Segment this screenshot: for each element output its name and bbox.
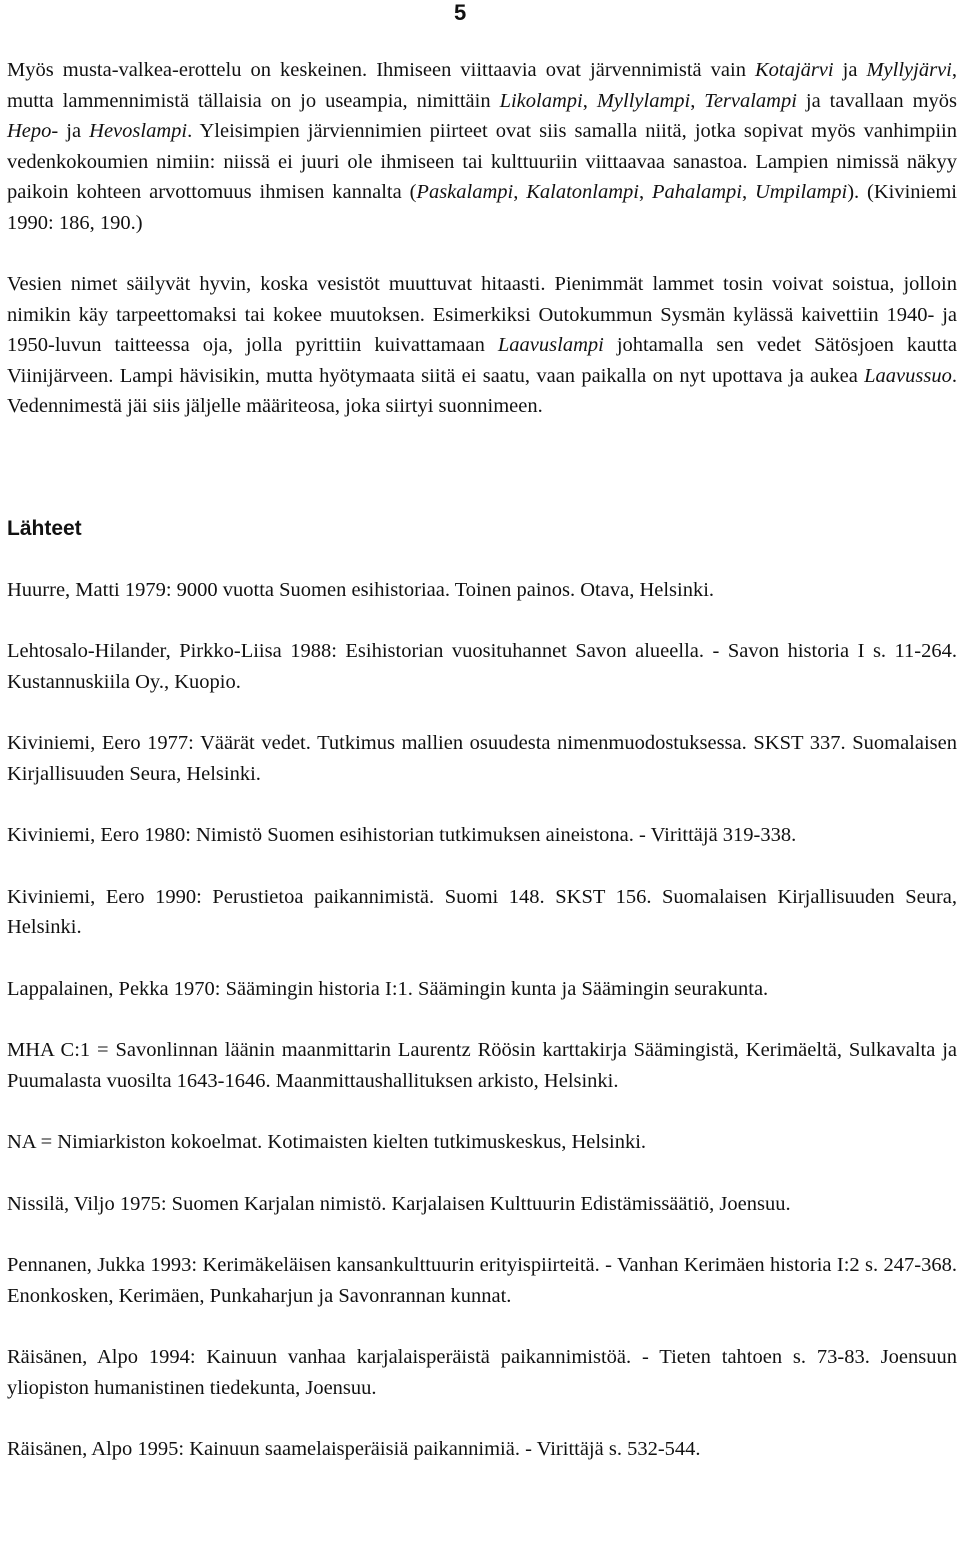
italic-place-name: Tervalampi <box>704 89 797 112</box>
text-run: , <box>513 181 527 203</box>
reference-item: Huurre, Matti 1979: 9000 vuotta Suomen esihistoriaa. Toinen painos. Otava, Helsinki. <box>7 578 715 601</box>
reference-list <box>7 575 957 1465</box>
reference-item: Lappalainen, Pekka 1970: Säämingin historia I:1. Säämingin kunta ja Säämingin seurakunta. <box>7 977 769 1000</box>
reference-item: Räisänen, Alpo 1994: Kainuun vanhaa karjalaisperäistä paikannimistöä. - Tieten tahtoen s. 73-83. Joensuun yliopiston humanistinen tiedekunta, Joensuu. <box>7 1346 957 1399</box>
body-paragraph-2 <box>7 269 957 422</box>
italic-place-name: Hevoslampi <box>89 120 188 142</box>
italic-place-name: Pahalampi <box>651 181 742 203</box>
document-body <box>7 55 957 1465</box>
italic-place-name: Umpilampi <box>754 181 848 203</box>
text-run: ). (Kiviniemi 1990: 186, 190.) <box>7 181 957 234</box>
italic-place-name: Kotajärvi <box>755 59 834 81</box>
italic-place-name: Hepo- <box>7 120 59 142</box>
italic-place-name: Myllyjärvi <box>866 59 952 81</box>
text-run: ja tavallaan myös <box>796 89 958 112</box>
italic-place-name: Laavussuo <box>864 364 952 387</box>
text-run: Myös musta-valkea-erottelu on keskeinen. Ihmiseen viittaavia ovat järvennimistä vain <box>7 59 755 81</box>
text-run: , <box>741 181 755 203</box>
text-run: . Yleisimpien järviennimien piirteet ovat siis samalla niitä, jotka sopivat myös vanhimpiin vedenkokoumien nimiin: niissä ei juuri ole ihmiseen tai kulttuuriin viittaavaa sanastoa. Lampien nimissä näkyy paikoin kohteen arvottomuus ihmisen kannalta ( <box>7 120 957 203</box>
italic-place-name: Laavuslampi <box>497 334 604 356</box>
reference-item: MHA C:1 = Savonlinnan läänin maanmittarin Laurentz Röösin karttakirja Säämingistä, Kerimäeltä, Sulkavalta ja Puumalasta vuosilta 1643-1646. Maanmittaushallituksen arkisto, Helsinki. <box>7 1039 957 1092</box>
text-run: ja <box>58 120 90 142</box>
reference-item: Kiviniemi, Eero 1980: Nimistö Suomen esihistorian tutkimuksen aineistona. - Virittäjä 319-338. <box>7 824 797 846</box>
text-run: Vesien nimet säilyvät hyvin, koska vesistöt muuttuvat hitaasti. Pienimmät lammet tosin voivat soistua, jolloin nimikin käy tarpeettomaksi tai kokee muutoksen. Esimerkiksi Outokummun Sysmän kylässä kaivettiin 1940- ja 1950-luvun taitteessa oja, jolla pyrittiin kuivattamaan <box>7 273 957 356</box>
reference-item: Kiviniemi, Eero 1977: Väärät vedet. Tutkimus mallien osuudesta nimenmuodostuksessa. SKST 337. Suomalaisen Kirjallisuuden Seura, Helsinki. <box>7 732 957 785</box>
text-run: . Vedennimestä jäi siis jäljelle määriteosa, joka siirtyi suonnimeen. <box>7 364 957 417</box>
italic-place-name: Likolampi <box>499 89 583 112</box>
text-run: , mutta lammennimistä tällaisia on jo useampia, nimittäin <box>7 59 957 112</box>
reference-item: NA = Nimiarkiston kokoelmat. Kotimaisten kielten tutkimuskeskus, Helsinki. <box>7 1131 647 1153</box>
italic-place-name: Kalatonlampi <box>526 181 639 203</box>
reference-item: Räisänen, Alpo 1995: Kainuun saamelaisperäisiä paikannimiä. - Virittäjä s. 532-544. <box>7 1438 701 1460</box>
text-run: , <box>638 181 652 203</box>
text-run: ja <box>833 59 867 81</box>
italic-place-name: Myllylampi <box>596 89 691 112</box>
text-run: , <box>582 89 597 112</box>
body-paragraph-1 <box>7 55 957 238</box>
page-number: 5 <box>454 0 467 25</box>
reference-item: Nissilä, Viljo 1975: Suomen Karjalan nimistö. Karjalaisen Kulttuurin Edistämissäätiö, Joensuu. <box>7 1192 791 1215</box>
reference-item: Lehtosalo-Hilander, Pirkko-Liisa 1988: Esihistorian vuosituhannet Savon alueella. - Savon historia I s. 11-264. Kustannuskiila Oy., Kuopio. <box>7 640 957 693</box>
reference-item: Kiviniemi, Eero 1990: Perustietoa paikannimistä. Suomi 148. SKST 156. Suomalaisen Kirjallisuuden Seura, Helsinki. <box>7 885 957 938</box>
text-run: , <box>690 89 705 112</box>
italic-place-name: Paskalampi <box>416 181 514 203</box>
sources-heading: Lähteet <box>7 516 82 540</box>
text-run: johtamalla sen vedet Sätösjoen kautta Viinijärveen. Lampi hävisikin, mutta hyötymaata siitä ei saatu, vaan paikalla on nyt upottava ja aukea <box>7 334 957 387</box>
reference-item: Pennanen, Jukka 1993: Kerimäkeläisen kansankulttuurin erityispiirteitä. - Vanhan Kerimäen historia I:2 s. 247-368. Enonkosken, Kerimäen, Punkaharjun ja Savonrannan kunnat. <box>7 1254 957 1307</box>
